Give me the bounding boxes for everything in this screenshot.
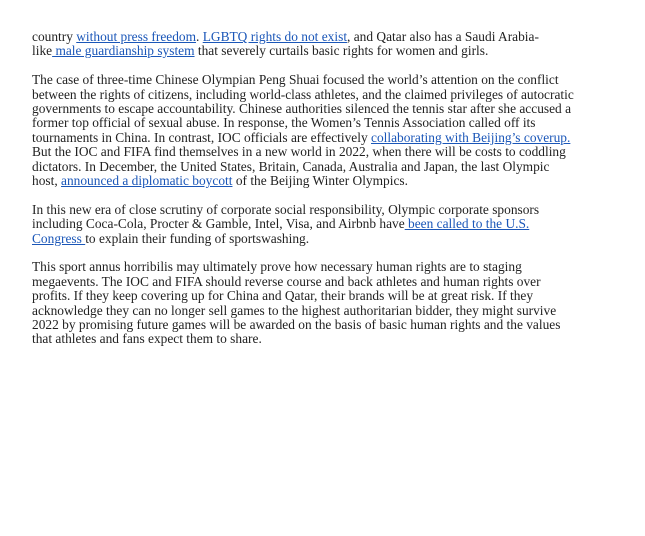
text-run: 2022 by promising future games will be awarded on the basis of basic human rights and the values [32,317,561,333]
document-body [32,30,632,361]
inline-link[interactable]: LGBTQ rights do not exist [202,29,348,44]
text-line [32,116,632,130]
text-line [32,203,632,217]
text-line [32,217,632,231]
paragraph [32,30,632,59]
text-run: host, [32,173,62,189]
text-run: like [32,43,53,59]
text-line [32,174,632,188]
text-run: In this new era of close scrutiny of corporate social responsibility, Olympic corporate sponsors [32,201,540,217]
inline-link[interactable]: been called to the U.S. [404,216,530,232]
text-run: The case of three-time Chinese Olympian Peng Shuai focused the world’s attention on the conflict [32,72,559,88]
inline-link[interactable]: without press freedom [76,29,197,44]
text-run: acknowledge they can no longer sell games to the highest authoritarian bidder, they might survive [32,302,557,318]
text-run: country [32,29,77,44]
text-run: dictators. In December, the United States, Britain, Canada, Australia and Japan, the last Olympic [32,158,550,174]
inline-link[interactable]: male guardianship system [52,43,195,59]
text-line [32,232,632,246]
text-run: megaevents. The IOC and FIFA should reverse course and back athletes and human rights over [32,273,541,289]
text-line [32,30,632,44]
text-line [32,44,632,58]
text-run: former top official of sexual abuse. In response, the Women’s Tennis Association called off its [32,115,536,131]
text-line [32,304,632,318]
text-run: . [196,29,203,44]
text-line [32,73,632,87]
text-line [32,145,632,159]
text-run: including Coca-Cola, Procter & Gamble, Intel, Visa, and Airbnb have [32,216,405,232]
text-run: This sport annus horribilis may ultimately prove how necessary human rights are to staging [32,259,522,275]
text-line [32,289,632,303]
inline-link[interactable]: Congress [32,230,86,246]
text-line [32,318,632,332]
text-run: profits. If they keep covering up for China and Qatar, their brands will be at great risk. If they [32,288,534,304]
text-run: of the Beijing Winter Olympics. [232,173,408,189]
text-run: But the IOC and FIFA find themselves in a new world in 2022, when there will be costs to coddling [32,144,566,160]
text-line [32,332,632,346]
text-line [32,88,632,102]
text-run: governments to escape accountability. Chinese authorities silenced the tennis star after she accused a [32,101,572,117]
text-run: tournaments in China. In contrast, IOC officials are effectively [32,129,372,145]
paragraph [32,260,632,346]
inline-link[interactable]: collaborating with Beijing’s coverup. [371,129,571,145]
paragraph [32,73,632,188]
text-line [32,160,632,174]
text-run: , and Qatar also has a Saudi Arabia- [347,29,539,44]
inline-link[interactable]: announced a diplomatic boycott [61,173,233,189]
text-run: that athletes and fans expect them to share. [32,331,262,347]
text-line [32,102,632,116]
text-line [32,131,632,145]
paragraph [32,203,632,246]
text-run: to explain their funding of sportswashing. [85,230,310,246]
text-run: between the rights of citizens, including world-class athletes, and the claimed privileges of autocratic [32,86,574,102]
text-run: that severely curtails basic rights for women and girls. [194,43,489,59]
text-line [32,260,632,274]
text-line [32,275,632,289]
